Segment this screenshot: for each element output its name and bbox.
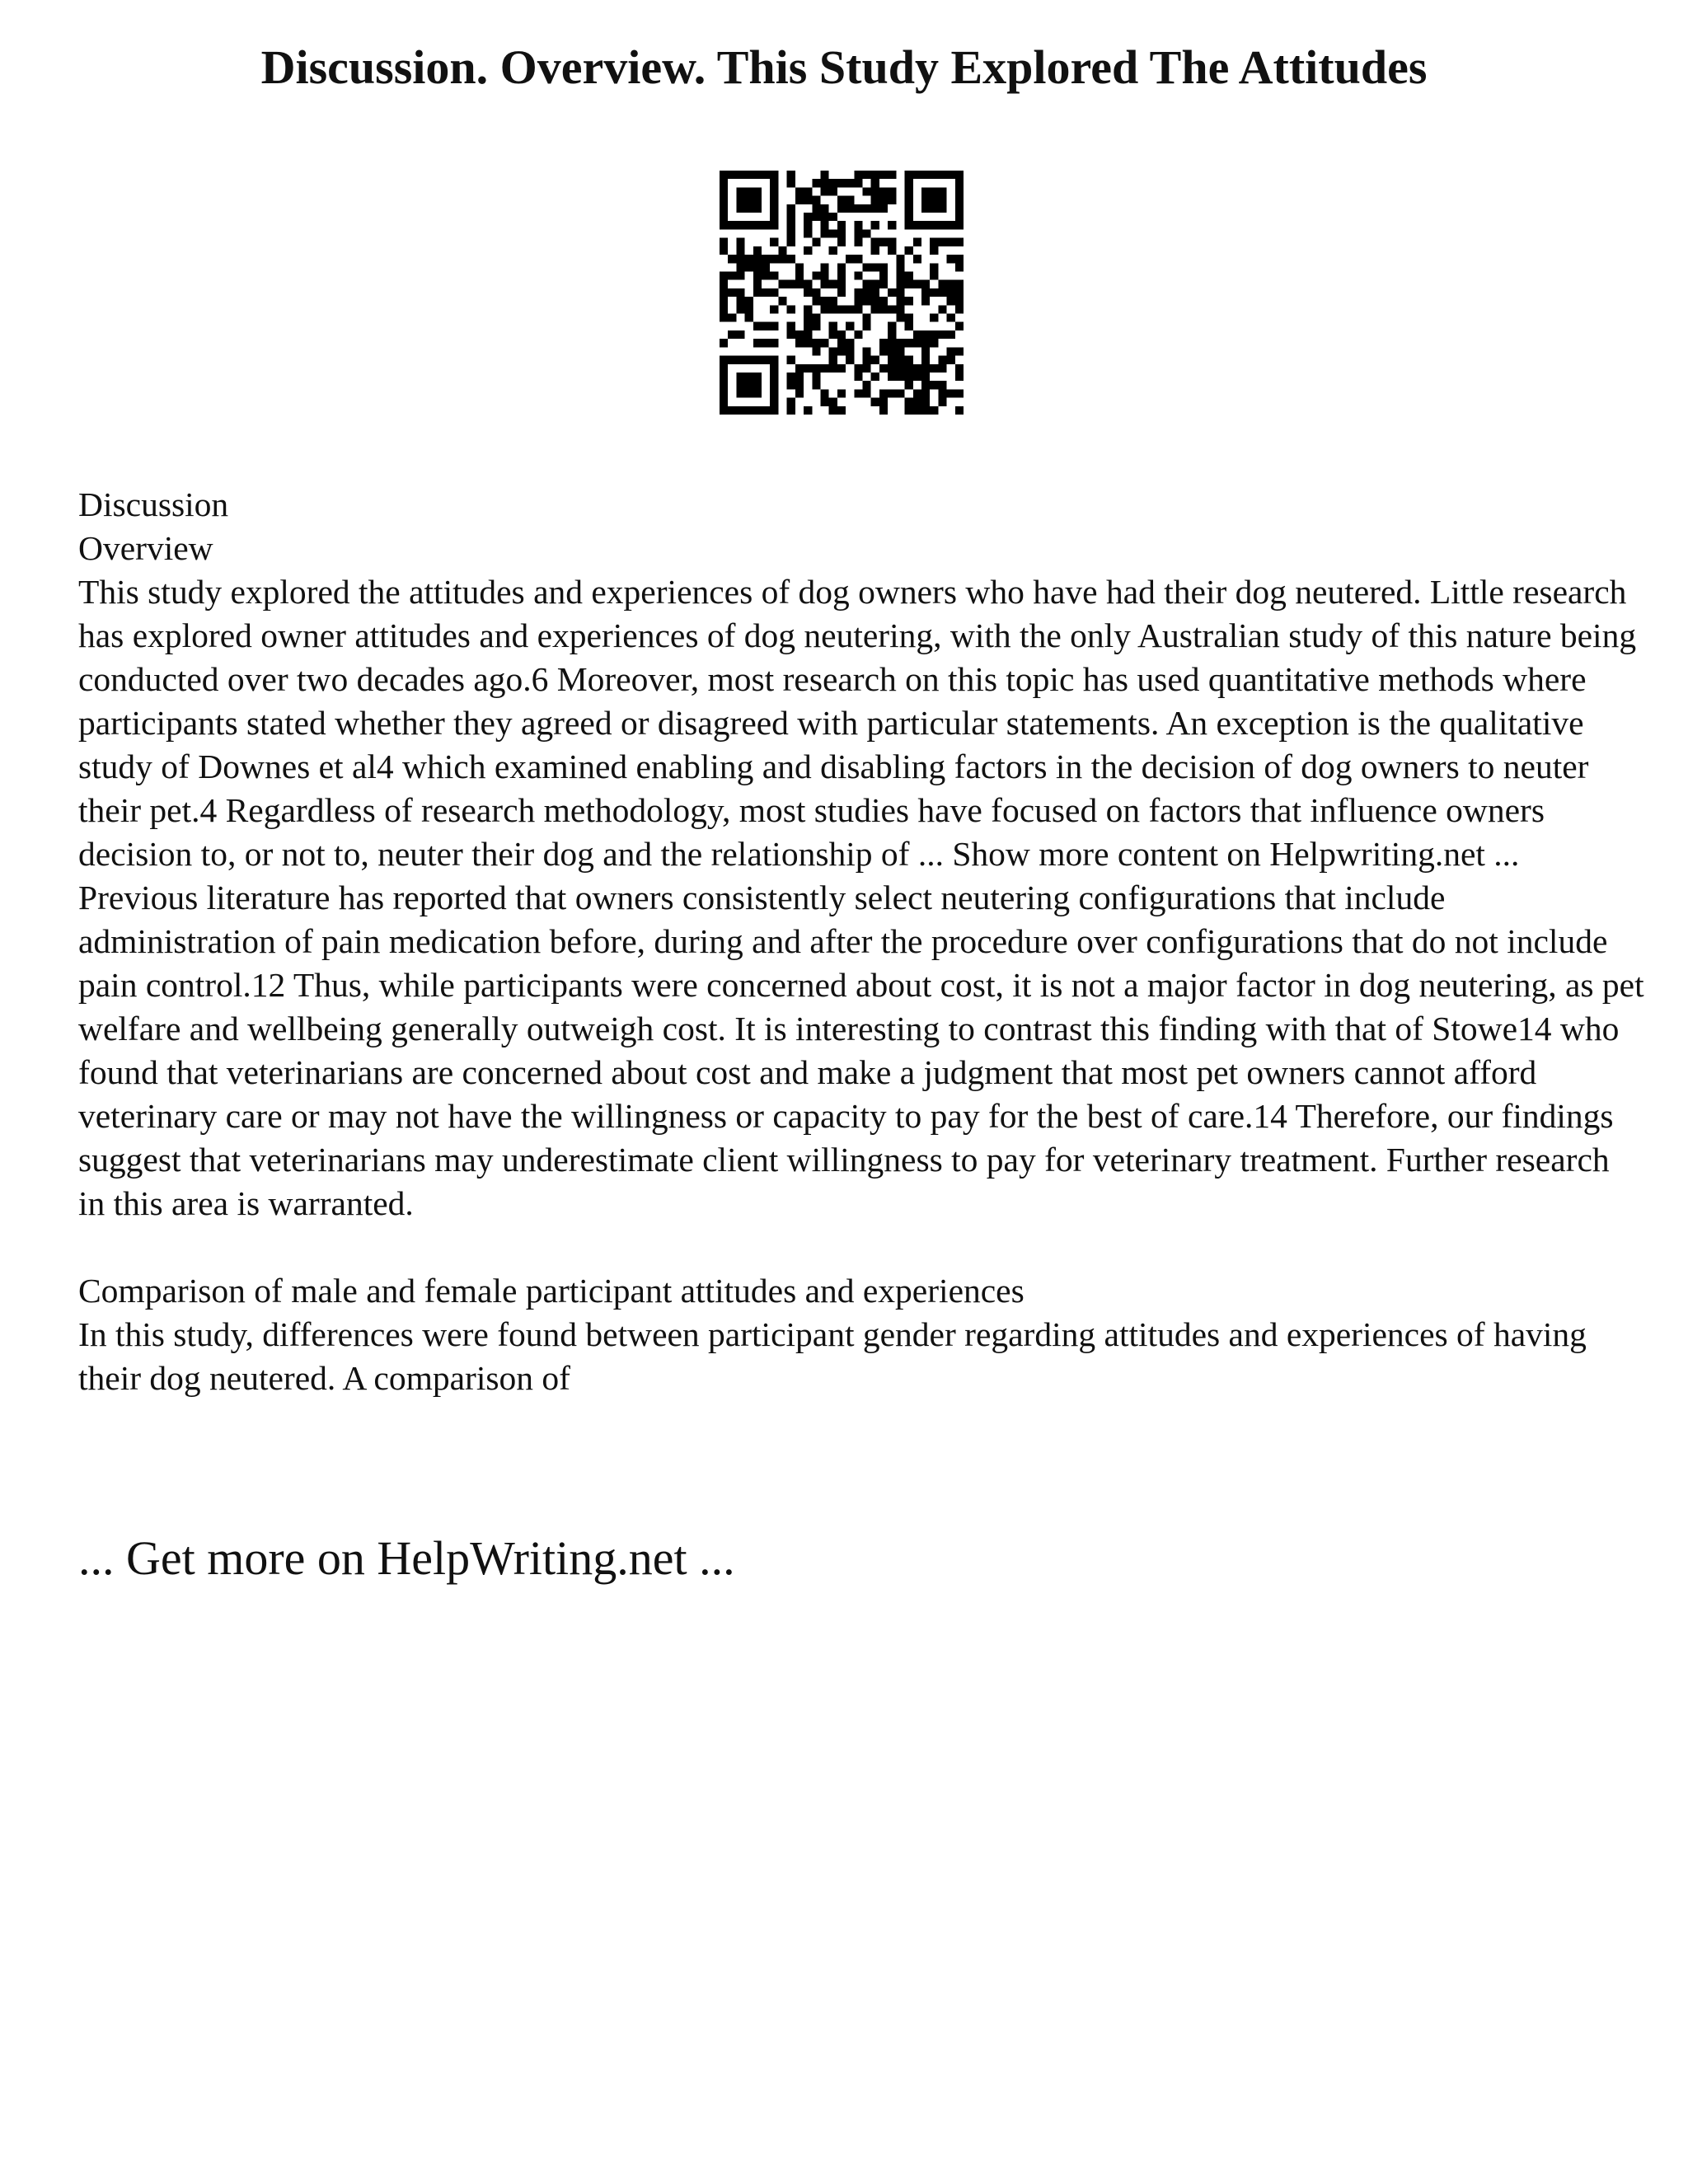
comparison-heading: Comparison of male and female participant attitudes and experiences [78,1272,1025,1310]
paragraph-2: Previous literature has reported that owners consistently select neutering configurations that include administration of pain medication before, during and after the procedure over configurations that do not include pain control.12 Thus, while participants were concerned about cost, it is not a major factor in dog neutering, as pet welfare and wellbeing generally outweigh cost. It is interesting to contrast this finding with that of Stowe14 who found that veterinarians are concerned about cost and make a judgment that most pet owners cannot afford veterinary care or may not have the willingness or capacity to pay for the best of care.14 Therefore, our findings suggest that veterinarians may underestimate client willingness to pay for veterinary treatment. Further research in this area is warranted. [78,879,1644,1222]
overview-heading: Overview [78,529,213,567]
discussion-heading: Discussion [78,485,229,523]
document-body [78,483,1644,1400]
page-title: Discussion. Overview. This Study Explored The Attitudes [260,40,1428,94]
paragraph-3: In this study, differences were found between participant gender regarding attitudes and experiences of having their dog neutered. A comparison of [78,1315,1587,1397]
qr-code-icon [720,171,964,415]
paragraph-1: This study explored the attitudes and experiences of dog owners who have had their dog neutered. Little research has explored owner attitudes and experiences of dog neutering, with the only Australian study of this nature being conducted over two decades ago.6 Moreover, most research on this topic has used quantitative methods where participants stated whether they agreed or disagreed with particular statements. An exception is the qualitative study of Downes et al4 which examined enabling and disabling factors in the decision of dog owners to neuter their pet.4 Regardless of research methodology, most studies have focused on factors that influence owners decision to, or not to, neuter their dog and the relationship of ... Show more content on Helpwriting.net ... [78,573,1637,873]
paragraph-spacer [78,1226,1644,1269]
get-more-link[interactable]: ... Get more on HelpWriting.net ... [78,1531,735,1585]
